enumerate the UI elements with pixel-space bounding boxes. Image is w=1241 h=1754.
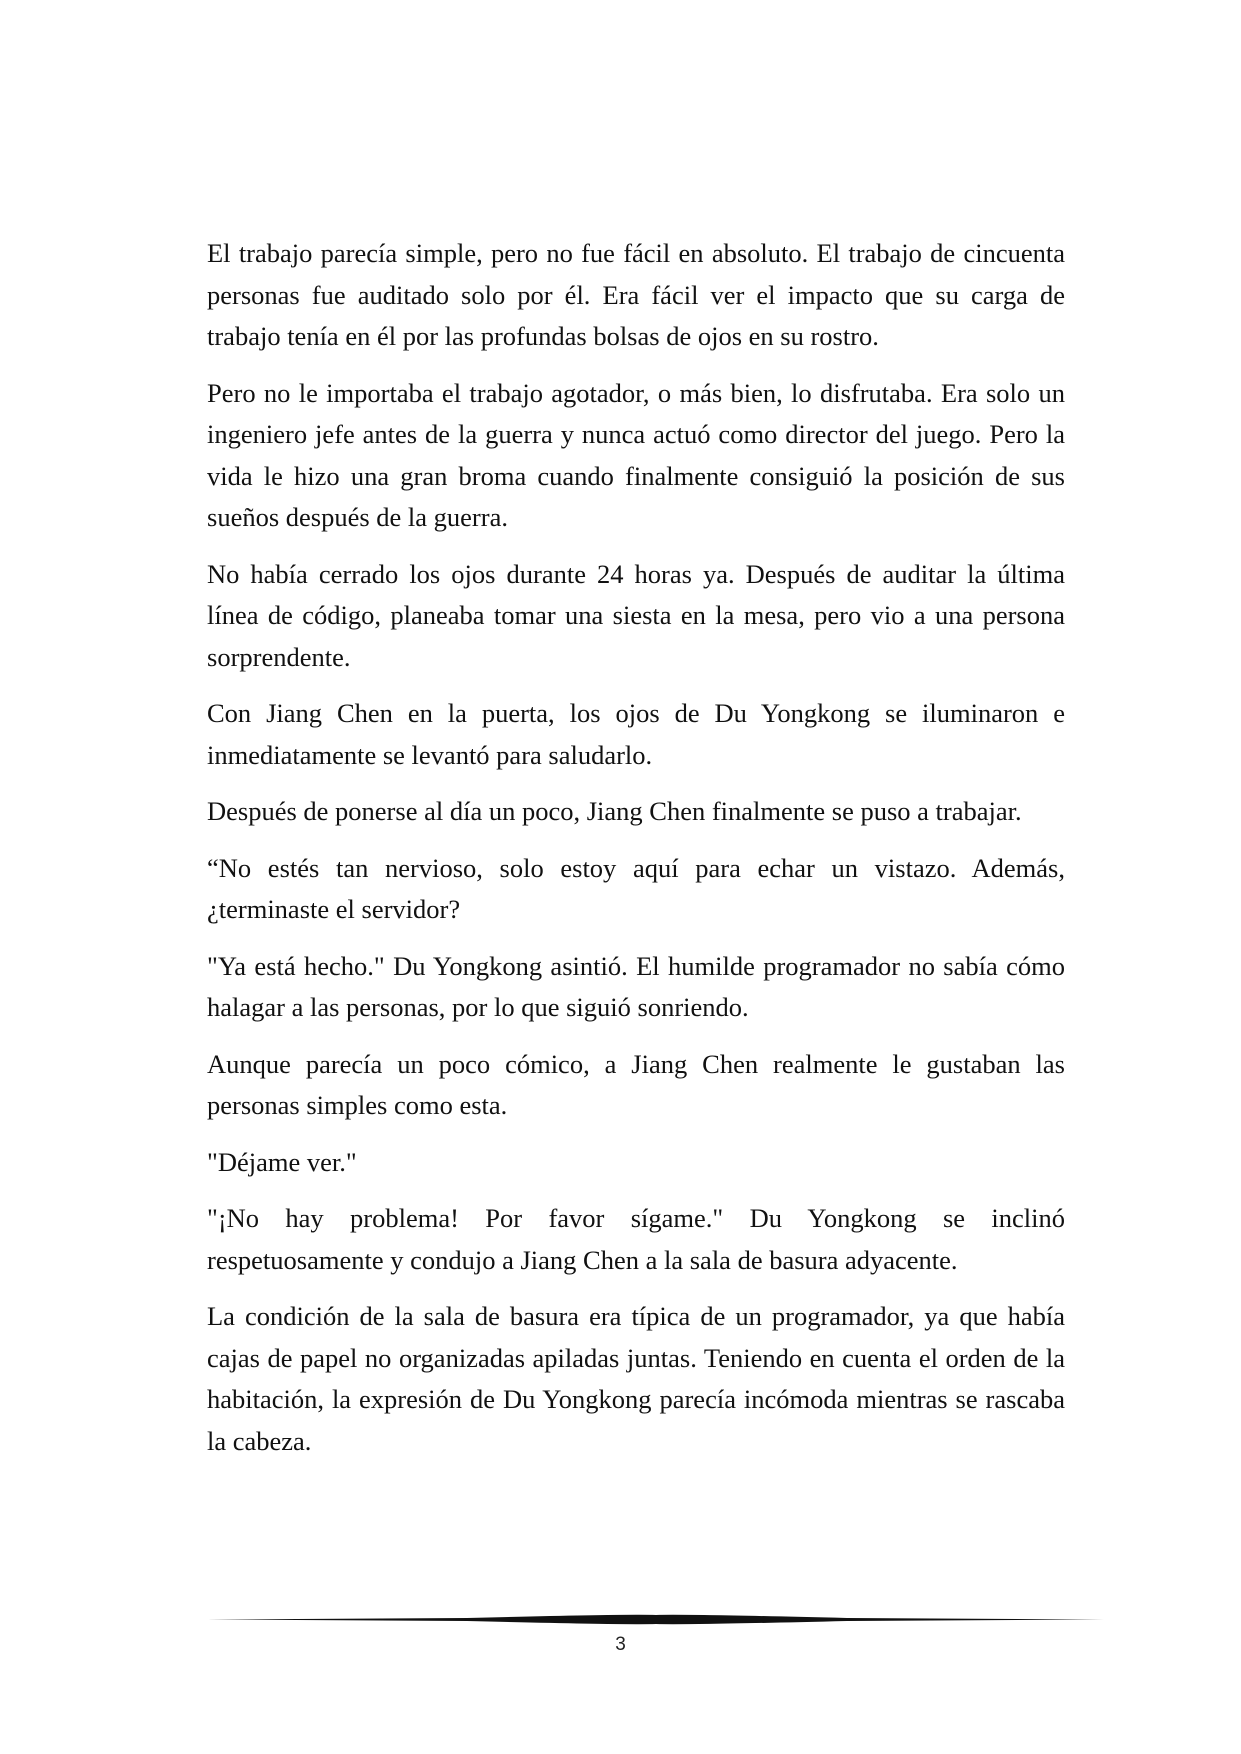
paragraph: Con Jiang Chen en la puerta, los ojos de Du Yongkong se iluminaron e inmediatamente se levantó para saludarlo. — [207, 698, 1065, 770]
page-body — [207, 233, 1065, 1477]
paragraph: "Déjame ver." — [207, 1146, 357, 1177]
footer-divider — [207, 1613, 1104, 1627]
paragraph: El trabajo parecía simple, pero no fue fácil en absoluto. El trabajo de cincuenta personas fue auditado solo por él. Era fácil ver el impacto que su carga de trabajo tenía en él por las profundas bolsas de ojos en su rostro. — [207, 238, 1065, 351]
paragraph: La condición de la sala de basura era típica de un programador, ya que había cajas de papel no organizadas apiladas juntas. Teniendo en cuenta el orden de la habitación, la expresión de Du Yongkong parecía incómoda mientras se rascaba la cabeza. — [207, 1301, 1065, 1456]
paragraph: Después de ponerse al día un poco, Jiang Chen finalmente se puso a trabajar. — [207, 796, 1022, 826]
paragraph: Aunque parecía un poco cómico, a Jiang Chen realmente le gustaban las personas simples como esta. — [207, 1048, 1065, 1120]
page-number: 3 — [615, 1634, 626, 1655]
paragraph: Pero no le importaba el trabajo agotador, o más bien, lo disfrutaba. Era solo un ingeniero jefe antes de la guerra y nunca actuó como director del juego. Pero la vida le hizo una gran broma cuando finalmente consiguió la posición de sus sueños después de la guerra. — [207, 377, 1065, 532]
paragraph: “No estés tan nervioso, solo estoy aquí para echar un vistazo. Además, ¿terminaste el servidor? — [207, 852, 1065, 924]
paragraph: No había cerrado los ojos durante 24 horas ya. Después de auditar la última línea de código, planeaba tomar una siesta en la mesa, pero vio a una persona sorprendente. — [207, 558, 1065, 672]
paragraph: "¡No hay problema! Por favor sígame." Du Yongkong se inclinó respetuosamente y condujo a Jiang Chen a la sala de basura adyacente. — [207, 1203, 1065, 1275]
paragraph: "Ya está hecho." Du Yongkong asintió. El humilde programador no sabía cómo halagar a las personas, por lo que siguió sonriendo. — [207, 950, 1065, 1022]
